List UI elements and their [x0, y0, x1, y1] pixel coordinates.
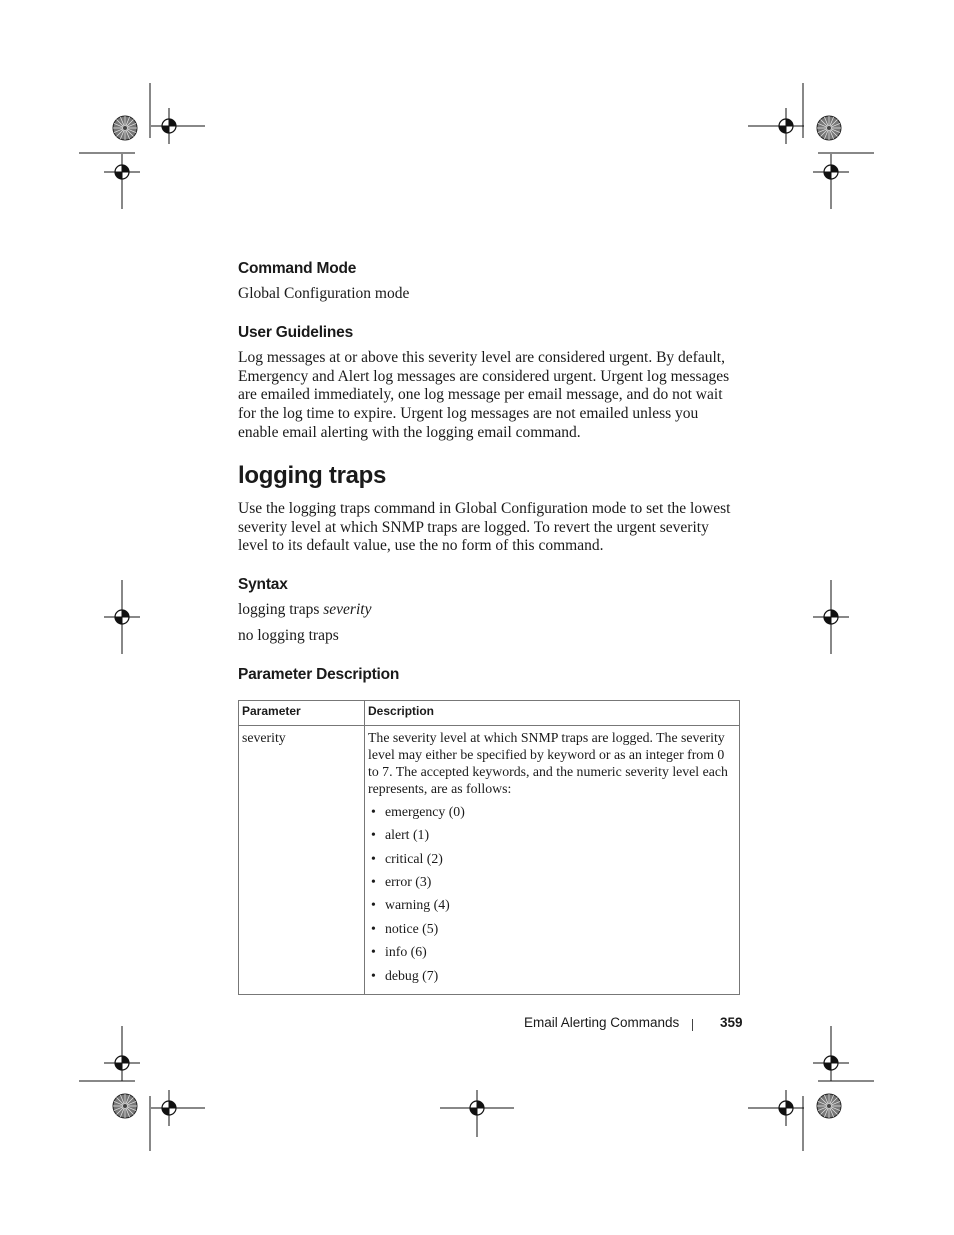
intro-part: form of this command. [457, 537, 604, 555]
page-number: 359 [720, 1015, 743, 1030]
list-item: • notice (5) [368, 920, 736, 937]
user-guidelines-text-part: Log messages at or above this severity level are considered urgent. By default, Emergency and Alert log messages are considered urgent. Urgent log messages are emailed immediately, one log message per email message, and do not wait for the log time to expire. Urgent log messages are not emailed unless you enable email alerting with the [238, 348, 730, 441]
list-item: • error (3) [368, 873, 736, 890]
user-guidelines-heading: User Guidelines [238, 323, 354, 341]
severity-level-list [368, 803, 736, 984]
list-item: • debug (7) [368, 967, 736, 984]
syntax-line-set [238, 601, 740, 620]
intro-part: Use the [238, 499, 289, 517]
command-intro [238, 500, 740, 556]
description-column-header: Description [365, 700, 740, 725]
list-item: • warning (4) [368, 896, 736, 913]
footer-divider [692, 1019, 693, 1031]
command-title: logging traps [238, 461, 387, 489]
logging-traps-keyword: logging traps [288, 499, 371, 517]
syntax-heading: Syntax [238, 576, 288, 594]
footer-section-title: Email Alerting Commands [524, 1015, 680, 1030]
command-mode-text: Global Configuration mode [238, 285, 410, 302]
user-guidelines-text [238, 349, 740, 443]
list-item: • alert (1) [368, 826, 736, 843]
table-header-row [239, 700, 740, 725]
logging-email-keyword: logging email [426, 423, 512, 441]
parameter-description-text: The severity level at which SNMP traps are logged. The severity level may either be specified by keyword or as an integer from 0 to 7. The accepted keywords, and the numeric severity level each represents, are as follows: [368, 729, 728, 796]
list-item: • info (6) [368, 943, 736, 960]
user-guidelines-text-end: command. [511, 423, 581, 441]
syntax-command: logging traps [238, 601, 320, 619]
list-item: • critical (2) [368, 850, 736, 867]
parameter-description-cell [365, 725, 740, 994]
list-item: • emergency (0) [368, 803, 736, 820]
command-mode-heading: Command Mode [238, 260, 357, 277]
parameter-column-header: Parameter [239, 700, 365, 725]
intro-part: command in Global Configuration mode to set the lowest severity level at which SNMP traps are logged. To revert the urgent severity level to its default value, use the [238, 499, 731, 555]
syntax-argument: severity [323, 601, 372, 619]
parameter-description-heading: Parameter Description [238, 665, 400, 683]
syntax-line-no: no logging traps [238, 626, 339, 644]
table-row [239, 725, 740, 994]
parameter-name-cell: severity [239, 725, 365, 994]
no-keyword: no [442, 537, 458, 555]
page-content [238, 258, 740, 995]
parameter-table [238, 700, 740, 995]
